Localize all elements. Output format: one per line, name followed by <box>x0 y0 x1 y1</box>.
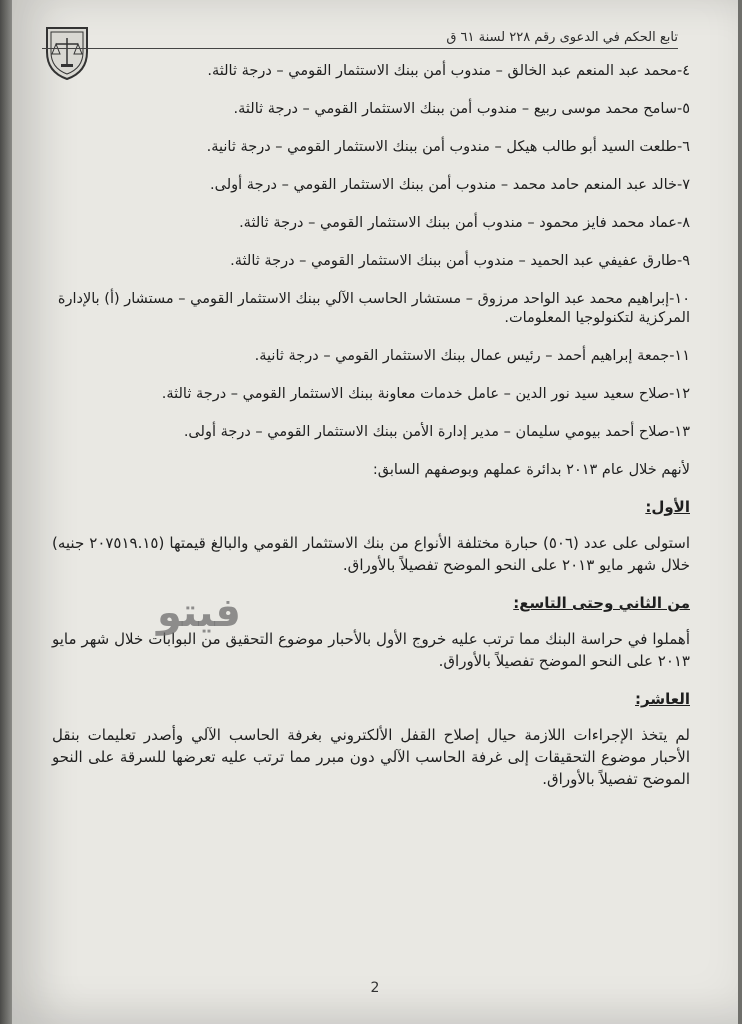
watermark-logo: فيتو <box>157 590 241 636</box>
document-body <box>52 62 690 806</box>
section-heading: العاشر: <box>635 690 690 708</box>
list-item: ٩-طارق عفيفي عبد الحميد – مندوب أمن ببنك الاستثمار القومي – درجة ثالثة. <box>230 253 690 269</box>
document-header <box>42 30 678 49</box>
section-body: استولى على عدد (٥٠٦) حبارة مختلفة الأنواع من بنك الاستثمار القومي والبالغ قيمتها (٢٠٧٥١٩.١٥ جنيه) خلال شهر مايو ٢٠١٣ على النحو الموضح تفصيلاً بالأوراق. <box>52 534 690 574</box>
list-item: ٧-خالد عبد المنعم حامد محمد – مندوب أمن ببنك الاستثمار القومي – درجة أولى. <box>210 177 690 193</box>
section-first <box>52 498 690 576</box>
page-number: 2 <box>370 980 380 996</box>
section-tenth <box>52 690 690 790</box>
charges-intro: لأنهم خلال عام ٢٠١٣ بدائرة عملهم وبوصفهم السابق: <box>372 462 690 478</box>
list-item: ١١-جمعة إبراهيم أحمد – رئيس عمال ببنك الاستثمار القومي – درجة ثانية. <box>254 348 690 364</box>
list-item: ٤-محمد عبد المنعم عبد الخالق – مندوب أمن ببنك الاستثمار القومي – درجة ثالثة. <box>207 63 690 79</box>
list-item: ١٠-إبراهيم محمد عبد الواحد مرزوق – مستشار الحاسب الآلي ببنك الاستثمار القومي – مستشار (أ) بالإدارة المركزية لتكنولوجيا المعلومات. <box>57 291 690 326</box>
list-item: ٥-سامح محمد موسى ربيع – مندوب أمن ببنك الاستثمار القومي – درجة ثالثة. <box>233 101 690 117</box>
header-title: تابع الحكم في الدعوى رقم ٢٢٨ لسنة ٦١ ق <box>446 30 678 45</box>
list-item: ٦-طلعت السيد أبو طالب هيكل – مندوب أمن ببنك الاستثمار القومي – درجة ثانية. <box>206 139 690 155</box>
list-item: ١٣-صلاح أحمد بيومي سليمان – مدير إدارة الأمن ببنك الاستثمار القومي – درجة أولى. <box>183 424 690 440</box>
list-item: ٨-عماد محمد فايز محمود – مندوب أمن ببنك الاستثمار القومي – درجة ثالثة. <box>239 215 690 231</box>
section-body: أهملوا في حراسة البنك مما ترتب عليه خروج الأول بالأحبار موضوع التحقيق من البوابات خلال شهر مايو ٢٠١٣ على النحو الموضح تفصيلاً بالأوراق. <box>52 630 690 670</box>
section-heading: من الثاني وحتى التاسع: <box>513 594 690 612</box>
list-item: ١٢-صلاح سعيد سيد نور الدين – عامل خدمات معاونة ببنك الاستثمار القومي – درجة ثالثة. <box>161 386 690 402</box>
page-edge-shadow <box>0 0 12 1024</box>
section-second-to-ninth <box>52 594 690 672</box>
document-page <box>12 0 738 1024</box>
section-body: لم يتخذ الإجراءات اللازمة حيال إصلاح القفل الألكتروني بغرفة الحاسب الآلي وأصدر تعليمات بنقل الأحبار موضوع التحقيقات إلى غرفة الحاسب الآلي دون مبرر مما ترتب عليه تعرضها للسرقة على النحو الموضح تفصيلاً بالأوراق. <box>52 726 690 788</box>
section-heading: الأول: <box>645 498 690 516</box>
